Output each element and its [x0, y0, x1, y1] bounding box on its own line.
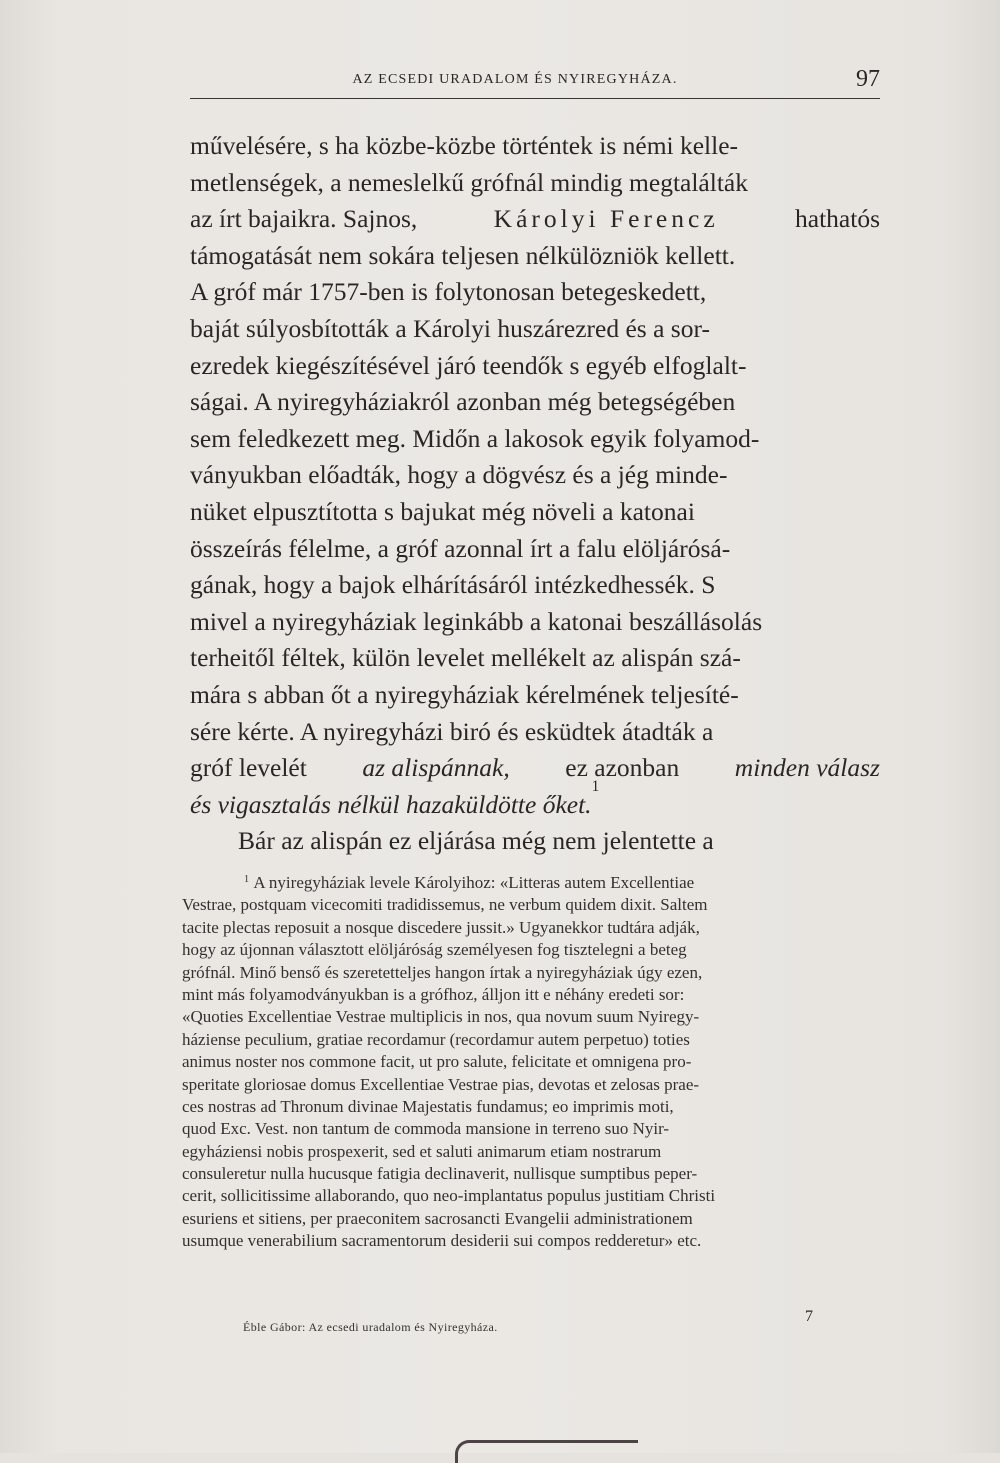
- text-line: gróf levelét az alispánnak, ez azonban minden válasz: [190, 750, 880, 787]
- spaced-name: Károlyi Ferencz: [493, 204, 719, 234]
- italic-phrase: és vigasztalás nélkül hazaküldötte őket.: [190, 789, 592, 819]
- text-line: terheitől féltek, külön levelet mellékelt az alispán szá-: [190, 643, 741, 673]
- footnote-reference: 1: [591, 777, 600, 795]
- text-line: gának, hogy a bajok elhárításáról intézkedhessék. S: [190, 570, 716, 600]
- footnote-line: usumque venerabilium sacramentorum desiderii sui compos redderetur» etc.: [182, 1231, 702, 1251]
- footnote-line: consuleretur nulla hucusque fatigia declinaverit, nullisque sumptibus peper-: [182, 1164, 698, 1184]
- imprint-line: Éble Gábor: Az ecsedi uradalom és Nyiregyháza.: [243, 1320, 498, 1334]
- page-number: 97: [856, 66, 880, 92]
- footnote-line: Vestrae, postquam vicecomiti tradidissemus, ne verbum quidem dixit. Saltem: [182, 895, 708, 915]
- running-title: AZ ECSEDI URADALOM ÉS NYIREGYHÁZA.: [352, 72, 678, 87]
- footnote-line: ces nostras ad Thronum divinae Majestatis fundamus; eo imprimis moti,: [182, 1096, 674, 1116]
- footnote-line: «Quoties Excellentiae Vestrae multiplicis in nos, qua novum suum Nyiregy-: [182, 1007, 700, 1027]
- text-line: ezredek kiegészítésével járó teendők s egyéb elfoglalt-: [190, 350, 747, 380]
- text-line: az írt bajaikra. Sajnos, Károlyi Ferencz hathatós: [190, 201, 880, 238]
- footnote-line: speritate gloriosae domus Excellentiae Vestrae pias, devotas et zelosas prae-: [182, 1074, 700, 1094]
- footnote-marker: 1: [244, 873, 250, 885]
- footnote-line: $^1$ A nyiregyháziak levele Károlyihoz: «Litteras autem Excellentiae: [244, 873, 695, 892]
- text-line: sére kérte. A nyiregyházi biró és esküdtek átadták a: [190, 716, 714, 746]
- text-line: támogatását nem sokára teljesen nélkülözniök kellett.: [190, 240, 736, 270]
- footnote-line: mint más folyamodványukban is a grófhoz, álljon itt e néhány eredeti sor:: [182, 984, 685, 1004]
- body-text: [190, 128, 880, 860]
- text-line: sem feledkezett meg. Midőn a lakosok egyik folyamod-: [190, 423, 760, 453]
- footnote-line: hogy az újonnan választott elöljáróság személyesen fog tisztelegni a beteg: [182, 940, 687, 960]
- footnote-line: grófnál. Minő benső és szeretetteljes hangon írtak a nyiregyháziak úgy ezen,: [182, 962, 703, 982]
- italic-phrase: minden válasz: [734, 753, 880, 783]
- footnote-line: háziense peculium, gratiae recordamur (recordamur autem perpetuo) toties: [182, 1029, 690, 1049]
- text-line: művelésére, s ha közbe-közbe történtek is némi kelle-: [190, 131, 739, 160]
- running-header: [190, 62, 880, 99]
- text-line: nüket elpusztította s bajukat még növeli a katonai: [190, 496, 695, 526]
- text-line: baját súlyosbították a Károlyi huszárezred és a sor-: [190, 313, 710, 343]
- text-line: Bár az alispán ez eljárása még nem jelentette a: [238, 826, 714, 856]
- text-line: ságai. A nyiregyháziakról azonban még betegségében: [190, 387, 736, 417]
- text-line: A gróf már 1757-ben is folytonosan betegeskedett,: [190, 277, 707, 307]
- text-line: metlenségek, a nemeslelkű grófnál mindig megtalálták: [190, 167, 748, 197]
- footnote-line: esuriens et sitiens, per praeconitem sacrosancti Evangelii administrationem: [182, 1208, 693, 1228]
- footnote-line: quod Exc. Vest. non tantum de commoda mansione in terreno suo Nyir-: [182, 1119, 670, 1139]
- footnote-line: tacite plectas reposuit a nosque discedere jussit.» Ugyanekkor tudtára adják,: [182, 917, 700, 937]
- signature-mark: 7: [805, 1308, 813, 1325]
- footnote-line: egyháziensi nobis prospexerit, sed et saluti animarum etiam nostrarum: [182, 1141, 662, 1161]
- text-line: ványukban előadták, hogy a dögvész és a jég minde-: [190, 460, 728, 490]
- text-line: [190, 777, 880, 824]
- text-line: összeírás félelme, a gróf azonnal írt a falu elöljárósá-: [190, 533, 731, 563]
- footnote: [182, 872, 880, 1253]
- text-line: mára s abban őt a nyiregyháziak kérelmének teljesíté-: [190, 679, 739, 709]
- footnote-line: animus noster nos commone facit, ut pro salute, felicitate et omnigena pro-: [182, 1052, 692, 1072]
- text-line: mivel a nyiregyháziak leginkább a katonai beszállásolás: [190, 606, 763, 636]
- binding-mark: [455, 1440, 638, 1463]
- italic-phrase: az alispánnak,: [362, 753, 510, 783]
- footnote-line: cerit, sollicitissime allaborando, quo neo-implantatus populus justitiam Christi: [182, 1186, 716, 1206]
